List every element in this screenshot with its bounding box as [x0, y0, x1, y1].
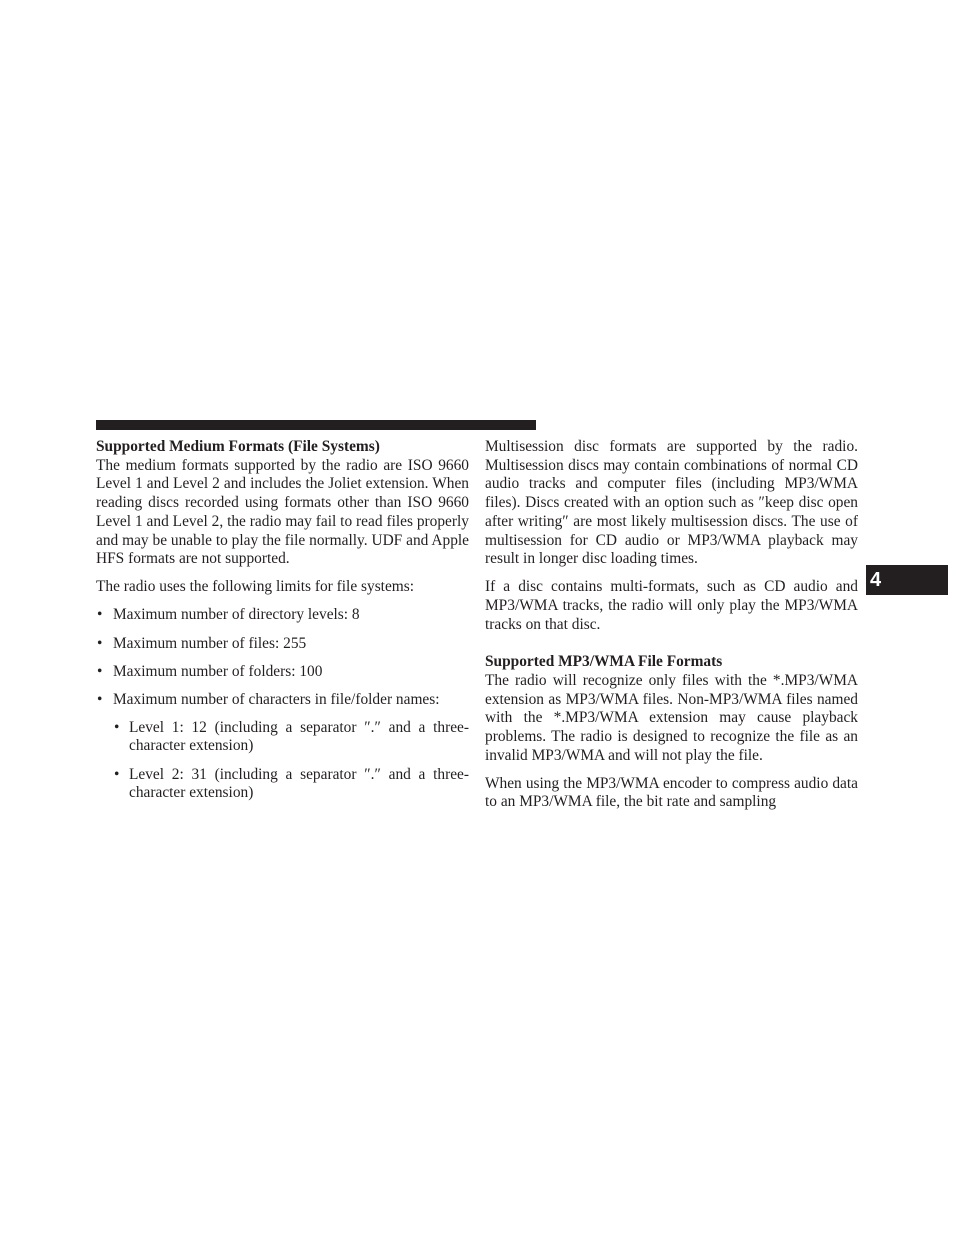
chapter-tab: 4 — [866, 565, 948, 595]
list-item-text: Maximum number of characters in file/folder names: — [113, 690, 440, 708]
list-item — [96, 635, 469, 654]
right-column — [485, 438, 858, 812]
list-item — [96, 606, 469, 625]
character-limits-sublist — [113, 719, 469, 803]
paragraph-multi-formats: If a disc contains multi-formats, such as CD audio and MP3/WMA tracks, the radio will only play the MP3/WMA tracks on that disc. — [485, 578, 858, 633]
bullet-icon: • — [97, 634, 103, 652]
section-heading-mp3-wma-formats: Supported MP3/WMA File Formats — [485, 653, 723, 671]
list-item — [96, 663, 469, 682]
left-column — [96, 438, 469, 812]
bullet-icon: • — [114, 765, 120, 783]
paragraph-file-system-limits: The radio uses the following limits for file systems: — [96, 578, 415, 596]
bullet-icon: • — [114, 718, 120, 736]
limits-list — [96, 606, 469, 803]
paragraph-mp3-wma-recognition: The radio will recognize only files with the *.MP3/WMA extension as MP3/WMA files. Non-MP3/WMA files named with the *.MP3/WMA extension may cause playback problems. The radio is designed to recognize the file as an invalid MP3/WMA and will not play the file. — [485, 671, 858, 764]
paragraph-multisession: Multisession disc formats are supported by the radio. Multisession discs may contain combinations of normal CD audio tracks and computer files (including MP3/WMA files). Discs created with an option such as ″keep disc open after writing″ are most likely multisession discs. The use of multisession for CD audio or MP3/WMA playback may result in longer disc loading times. — [485, 438, 858, 568]
list-item-text: Maximum number of folders: 100 — [113, 662, 323, 680]
list-item — [96, 691, 469, 803]
sub-list-item — [113, 766, 469, 803]
list-item-text: Maximum number of directory levels: 8 — [113, 606, 360, 624]
section-heading-medium-formats: Supported Medium Formats (File Systems) — [96, 438, 380, 455]
paragraph-medium-formats: The medium formats supported by the radio are ISO 9660 Level 1 and Level 2 and includes the Joliet extension. When reading discs recorded using formats other than ISO 9660 Level 1 and Level 2, the radio may fail to read files properly and may be unable to play the file normally. UDF and Apple HFS formats are not supported. — [96, 456, 469, 568]
sub-list-item-text: Level 1: 12 (including a separator ″.″ and a three-character extension) — [129, 718, 469, 755]
bullet-icon: • — [97, 606, 103, 624]
bullet-icon: • — [97, 662, 103, 680]
paragraph-encoder: When using the MP3/WMA encoder to compress audio data to an MP3/WMA file, the bit rate and sampling — [485, 774, 858, 811]
sub-list-item — [113, 719, 469, 756]
section-top-rule — [96, 420, 536, 430]
sub-list-item-text: Level 2: 31 (including a separator ″.″ and a three-character extension) — [129, 765, 469, 802]
list-item-text: Maximum number of files: 255 — [113, 634, 307, 652]
bullet-icon: • — [97, 690, 103, 708]
